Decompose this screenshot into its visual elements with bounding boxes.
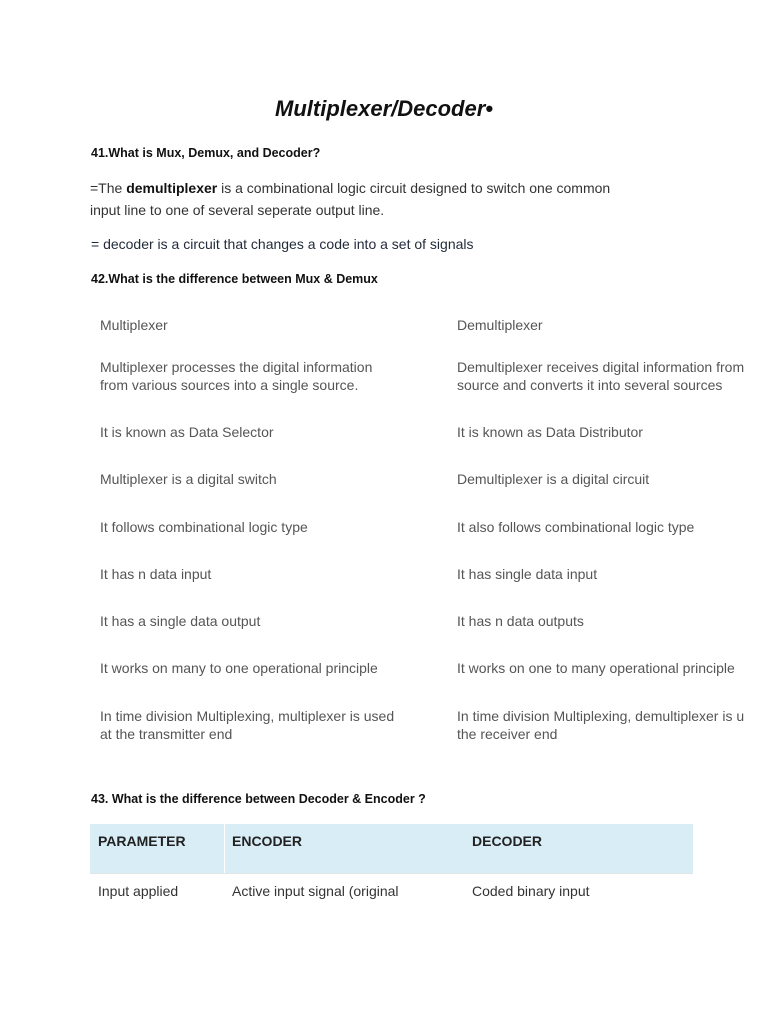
demux-cell-line: It works on one to many operational principle [457, 660, 735, 676]
answer-41-decoder: = decoder is a circuit that changes a code into a set of signals [91, 236, 474, 252]
demux-cell [457, 565, 768, 583]
header-decoder: DECODER [472, 833, 543, 849]
table-row [90, 874, 693, 904]
header-encoder: ENCODER [232, 833, 303, 849]
demux-cell-line: Demultiplexer [457, 317, 543, 333]
demux-cell [457, 316, 768, 334]
encoder-decoder-table [90, 824, 693, 904]
mux-cell-line: It has a single data output [100, 613, 261, 629]
demux-cell-line: Demultiplexer receives digital information from [457, 359, 745, 375]
question-43: 43. What is the difference between Decoder & Encoder ? [91, 792, 426, 806]
question-42: 42.What is the difference between Mux & Demux [91, 272, 378, 286]
cell-encoder: Active input signal (original [232, 883, 399, 899]
mux-cell [100, 565, 430, 583]
answer-bold-term: demultiplexer [126, 180, 218, 196]
demux-cell-line: In time division Multiplexing, demultiplexer is u [457, 708, 745, 724]
mux-cell-line: It has n data input [100, 566, 212, 582]
mux-cell-line: Multiplexer is a digital switch [100, 471, 277, 487]
answer-prefix: =The [90, 180, 127, 196]
demux-cell [457, 358, 768, 394]
demux-cell [457, 423, 768, 441]
demux-cell-line: It has n data outputs [457, 613, 584, 629]
mux-cell [100, 707, 430, 743]
mux-cell [100, 470, 430, 488]
mux-cell [100, 423, 430, 441]
header-parameter: PARAMETER [98, 833, 186, 849]
header-divider [224, 824, 225, 873]
demux-cell-line: It also follows combinational logic type [457, 519, 695, 535]
demux-cell [457, 612, 768, 630]
mux-cell-line: In time division Multiplexing, multiplexer is used [100, 708, 395, 724]
demux-cell-line: It is known as Data Distributor [457, 424, 643, 440]
mux-cell [100, 316, 430, 334]
mux-cell [100, 518, 430, 536]
demux-cell-line: source and converts it into several sources [457, 377, 723, 393]
demux-cell-line: Demultiplexer is a digital circuit [457, 471, 650, 487]
answer-line2: input line to one of several seperate output line. [90, 202, 385, 218]
demux-cell [457, 659, 768, 677]
cell-decoder: Coded binary input [472, 883, 590, 899]
mux-cell-line: Multiplexer processes the digital information [100, 359, 373, 375]
page-title: Multiplexer/Decoder• [275, 96, 493, 121]
mux-cell-line: It works on many to one operational principle [100, 660, 378, 676]
mux-cell-line: Multiplexer [100, 317, 168, 333]
mux-cell-line: It follows combinational logic type [100, 519, 308, 535]
demux-cell [457, 707, 768, 743]
mux-cell-line: from various sources into a single source. [100, 377, 359, 393]
answer-line1-rest: is a combinational logic circuit designed to switch one common [217, 180, 611, 196]
demux-cell [457, 518, 768, 536]
cell-parameter: Input applied [98, 883, 179, 899]
demux-cell [457, 470, 768, 488]
mux-cell-line: at the transmitter end [100, 726, 233, 742]
demux-cell-line: It has single data input [457, 566, 598, 582]
table-header-row [90, 824, 693, 873]
mux-cell [100, 358, 430, 394]
question-41: 41.What is Mux, Demux, and Decoder? [91, 146, 321, 160]
demux-cell-line: the receiver end [457, 726, 558, 742]
answer-41-demux [90, 177, 670, 221]
mux-cell [100, 612, 430, 630]
mux-cell [100, 659, 430, 677]
mux-cell-line: It is known as Data Selector [100, 424, 274, 440]
